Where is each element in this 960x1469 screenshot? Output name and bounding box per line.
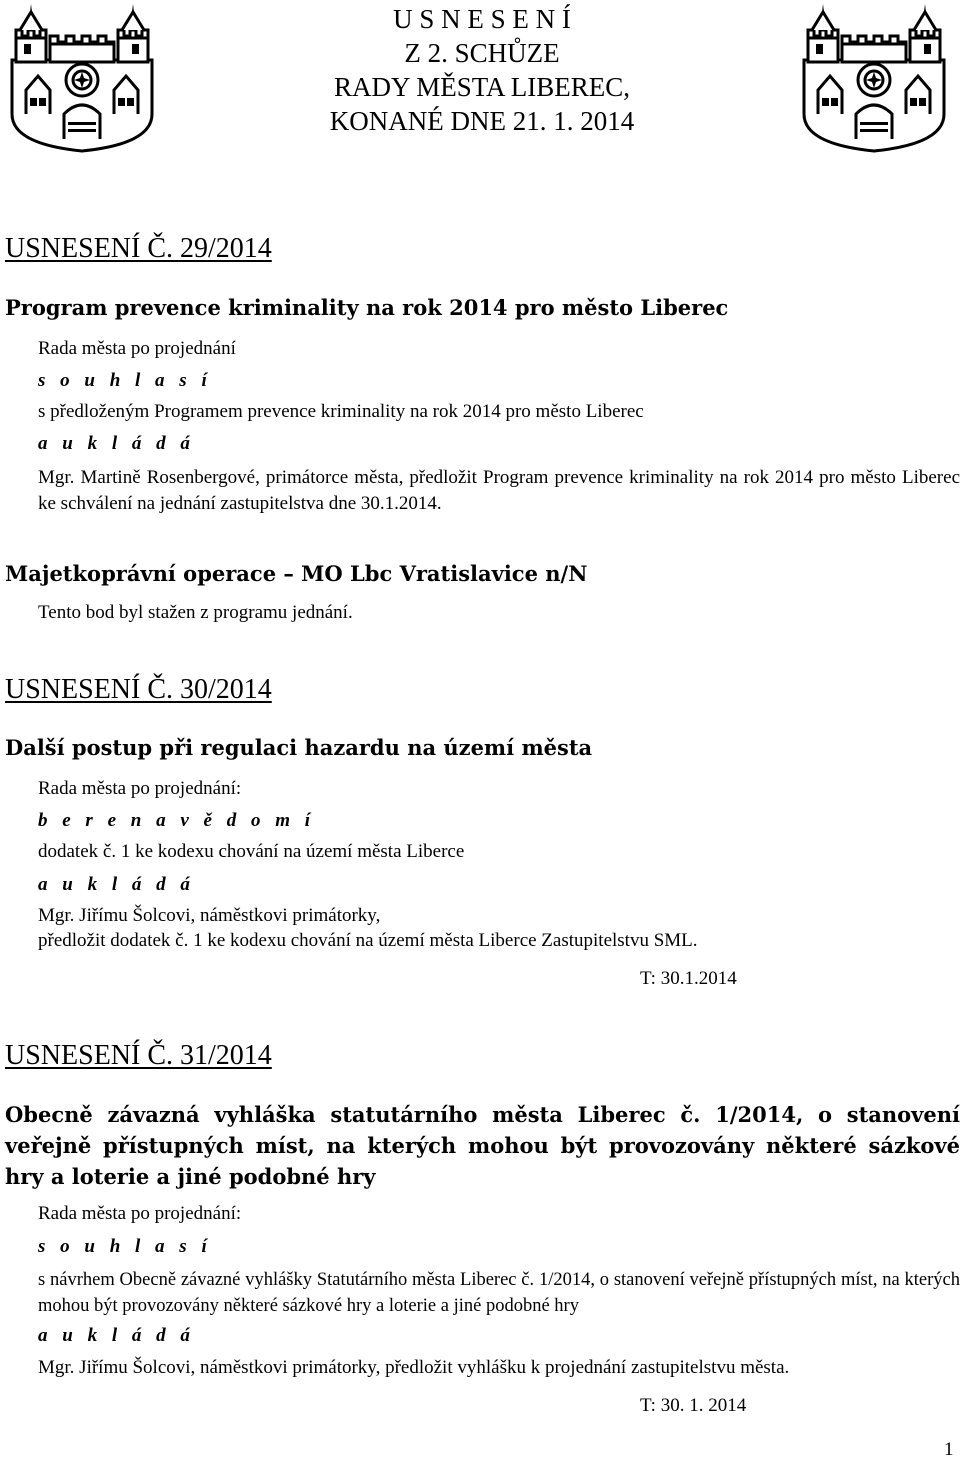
header-line-2: Z 2. SCHŮZE	[404, 38, 560, 68]
resolution-29-title: Program prevence kriminality na rok 2014 pro město Liberec	[5, 295, 729, 320]
resolution-30-text-2b: předložit dodatek č. 1 ke kodexu chování na území města Liberce Zastupitelstvu SML.	[38, 930, 698, 951]
resolution-31-intro: Rada města po projednání:	[38, 1203, 242, 1224]
resolution-29-verb-agrees: s o u h l a s í	[38, 370, 212, 391]
withdrawn-item-title: Majetkoprávní operace – MO Lbc Vratislavice n/N	[5, 561, 588, 586]
header-line-3: RADY MĚSTA LIBEREC,	[333, 72, 631, 102]
resolution-29-text-1: s předloženým Programem prevence kriminality na rok 2014 pro město Liberec	[38, 401, 644, 422]
resolution-29-verb-instructs: a u k l á d á	[38, 433, 195, 454]
resolution-30-verb-notes: b e r e n a v ě d o m í	[38, 810, 316, 831]
resolution-31-deadline: T: 30. 1. 2014	[640, 1395, 747, 1416]
header-line-1: U S N E S E N Í	[393, 4, 571, 34]
withdrawn-item-note: Tento bod byl stažen z programu jednání.	[38, 602, 353, 623]
resolution-30-deadline: T: 30.1.2014	[640, 968, 737, 989]
resolution-29-text-2: Mgr. Martině Rosenbergové, primátorce města, předložit Program prevence kriminality na rok 2014 pro město Liberec ke schválení na jednání zastupitelstva dne 30.1.2014.	[38, 467, 960, 514]
coat-of-arms-left-icon	[8, 4, 156, 154]
coat-of-arms-right-icon	[800, 4, 948, 154]
header-line-4: KONANÉ DNE 21. 1. 2014	[329, 106, 635, 136]
resolution-30-number: USNESENÍ Č. 30/2014	[5, 674, 272, 705]
resolution-31-verb-instructs: a u k l á d á	[38, 1325, 195, 1346]
resolution-30-intro: Rada města po projednání:	[38, 778, 242, 799]
document-header	[262, 2, 702, 138]
resolution-31-verb-agrees: s o u h l a s í	[38, 1236, 212, 1257]
resolution-30-title: Další postup při regulaci hazardu na území města	[5, 735, 593, 760]
resolution-31-text-2: Mgr. Jiřímu Šolcovi, náměstkovi primátorky, předložit vyhlášku k projednání zastupitelstvu města.	[38, 1357, 790, 1378]
resolution-29-number: USNESENÍ Č. 29/2014	[5, 233, 272, 264]
resolution-30-text-2a: Mgr. Jiřímu Šolcovi, náměstkovi primátorky,	[38, 905, 381, 926]
resolution-31-text-1: s návrhem Obecně závazné vyhlášky Statutárního města Liberec č. 1/2014, o stanovení veřejně přístupných míst, na kterých mohou být provozovány některé sázkové hry a loterie a jiné podobné hry	[38, 1270, 960, 1316]
resolution-30-verb-instructs: a u k l á d á	[38, 874, 195, 895]
resolution-31-title: Obecně závazná vyhláška statutárního města Liberec č. 1/2014, o stanovení veřejně přístupných míst, na kterých mohou být provozovány některé sázkové hry a loterie a jiné podobné hry	[5, 1102, 960, 1189]
resolution-29-intro: Rada města po projednání	[38, 338, 236, 359]
resolution-30-text-1: dodatek č. 1 ke kodexu chování na území města Liberce	[38, 841, 465, 862]
resolution-31-number: USNESENÍ Č. 31/2014	[5, 1040, 272, 1071]
page-number: 1	[944, 1439, 954, 1460]
